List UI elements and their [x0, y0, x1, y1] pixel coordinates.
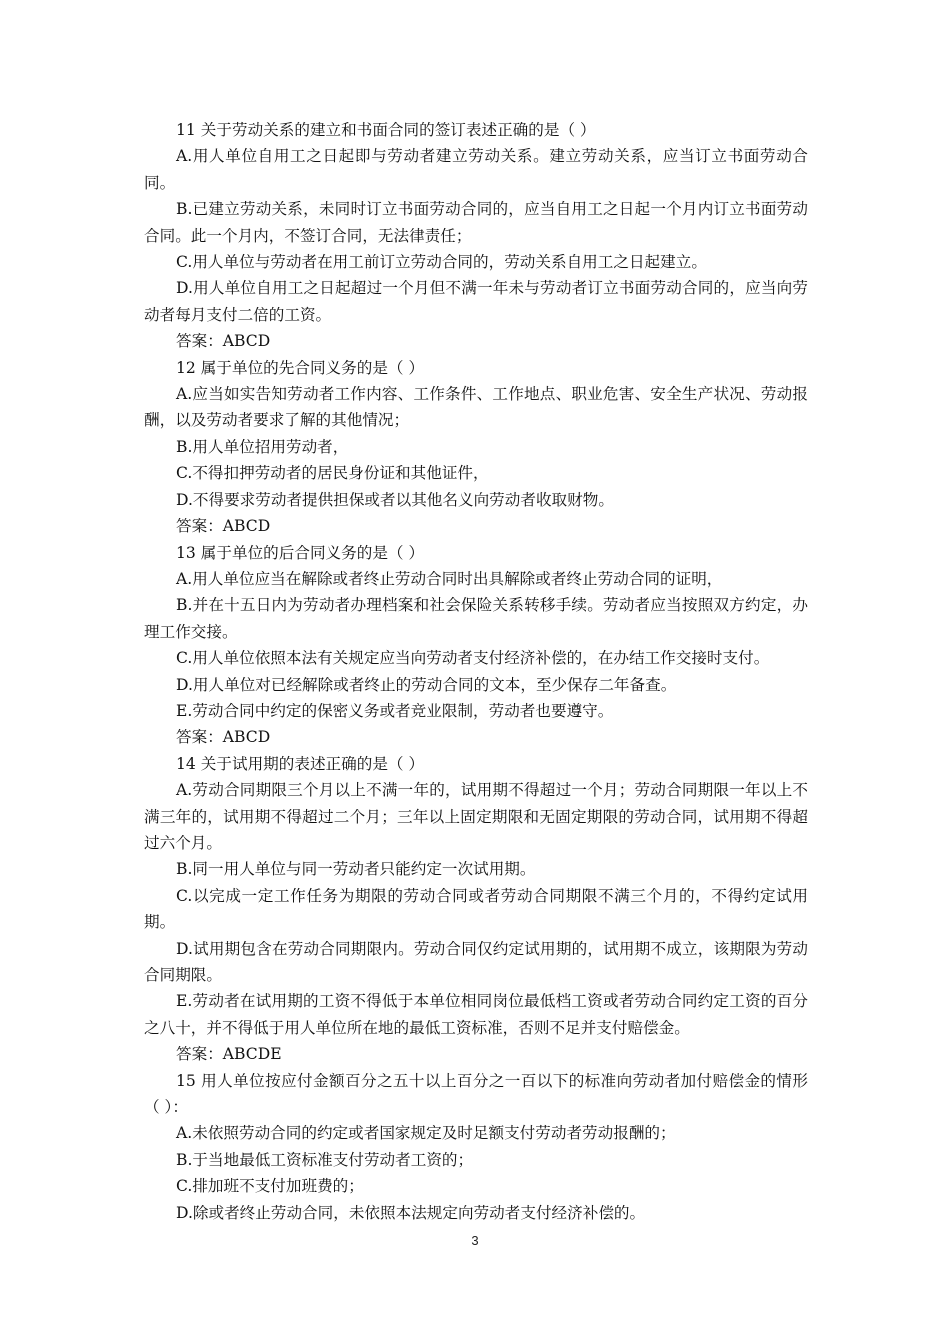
page-number: 3 — [471, 1233, 479, 1248]
paragraph: 15 用人单位按应付金额百分之五十以上百分之一百以下的标准向劳动者加付赔偿金的情形（ ）： — [144, 1071, 808, 1117]
paragraph: C.以完成一定工作任务为期限的劳动合同或者劳动合同期限不满三个月的，不得约定试用期。 — [144, 886, 808, 932]
paragraph: C.用人单位依照本法有关规定应当向劳动者支付经济补偿的，在办结工作交接时支付。 — [176, 649, 770, 668]
paragraph: D.不得要求劳动者提供担保或者以其他名义向劳动者收取财物。 — [176, 490, 614, 509]
paragraph: C.不得扣押劳动者的居民身份证和其他证件， — [176, 464, 489, 483]
paragraph: B.于当地最低工资标准支付劳动者工资的； — [176, 1150, 474, 1169]
paragraph: D.试用期包含在劳动合同期限内。劳动合同仅约定试用期的，试用期不成立，该期限为劳动合同期限。 — [144, 939, 808, 984]
paragraph: 答案：ABCD — [176, 728, 271, 747]
document-body — [144, 117, 808, 1226]
paragraph: A.用人单位应当在解除或者终止劳动合同时出具解除或者终止劳动合同的证明， — [176, 569, 723, 588]
paragraph: 13 属于单位的后合同义务的是（ ） — [176, 543, 425, 562]
paragraph: C.用人单位与劳动者在用工前订立劳动合同的，劳动关系自用工之日起建立。 — [176, 253, 707, 272]
paragraph: C.排加班不支付加班费的； — [176, 1177, 364, 1196]
paragraph: 14 关于试用期的表述正确的是（ ） — [176, 754, 425, 773]
paragraph: B.用人单位招用劳动者， — [176, 437, 349, 456]
paragraph: 12 属于单位的先合同义务的是（ ） — [176, 358, 425, 377]
paragraph: D.除或者终止劳动合同，未依照本法规定向劳动者支付经济补偿的。 — [176, 1203, 646, 1222]
paragraph: D.用人单位对已经解除或者终止的劳动合同的文本，至少保存二年备查。 — [176, 675, 677, 694]
paragraph: D.用人单位自用工之日起超过一个月但不满一年未与劳动者订立书面劳动合同的，应当向劳动者每月支付二倍的工资。 — [144, 279, 808, 324]
paragraph: E.劳动合同中约定的保密义务或者竞业限制，劳动者也要遵守。 — [176, 701, 614, 720]
paragraph: A.用人单位自用工之日起即与劳动者建立劳动关系。建立劳动关系，应当订立书面劳动合同。 — [144, 147, 808, 192]
paragraph: E.劳动者在试用期的工资不得低于本单位相同岗位最低档工资或者劳动合同约定工资的百分之八十，并不得低于用人单位所在地的最低工资标准，否则不足并支付赔偿金。 — [144, 992, 808, 1037]
paragraph: B.已建立劳动关系，未同时订立书面劳动合同的，应当自用工之日起一个月内订立书面劳动合同。此一个月内，不签订合同，无法律责任； — [144, 200, 808, 245]
paragraph: A.未依照劳动合同的约定或者国家规定及时足额支付劳动者劳动报酬的； — [176, 1124, 676, 1143]
paragraph: B.同一用人单位与同一劳动者只能约定一次试用期。 — [176, 860, 536, 879]
paragraph: 答案：ABCDE — [176, 1045, 282, 1064]
paragraph: A.应当如实告知劳动者工作内容、工作条件、工作地点、职业危害、安全生产状况、劳动报酬，以及劳动者要求了解的其他情况； — [144, 385, 808, 430]
paragraph: 11 关于劳动关系的建立和书面合同的签订表述正确的是（ ） — [176, 121, 596, 139]
paragraph: B.并在十五日内为劳动者办理档案和社会保险关系转移手续。劳动者应当按照双方约定，办理工作交接。 — [144, 596, 808, 641]
paragraph: A.劳动合同期限三个月以上不满一年的，试用期不得超过一个月；劳动合同期限一年以上不满三年的，试用期不得超过二个月；三年以上固定期限和无固定期限的劳动合同，试用期不得超过六个月。 — [144, 781, 808, 852]
paragraph: 答案：ABCD — [176, 517, 271, 536]
paragraph: 答案：ABCD — [176, 332, 271, 351]
